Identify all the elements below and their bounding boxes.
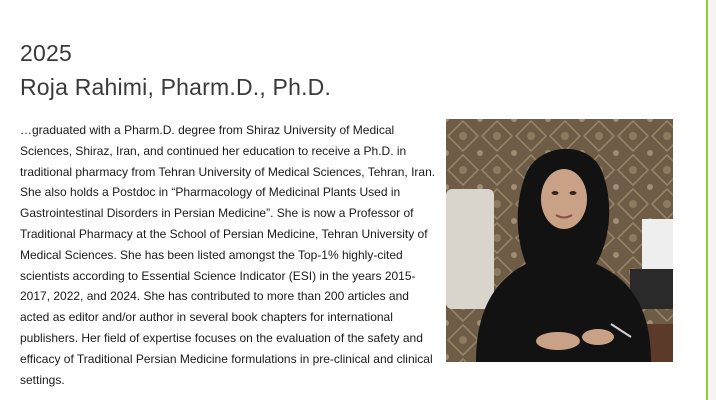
award-year: 2025 xyxy=(20,40,72,66)
page-edge xyxy=(708,0,716,400)
honoree-name: Roja Rahimi, Pharm.D., Ph.D. xyxy=(20,74,332,100)
biography-paragraph: …graduated with a Pharm.D. degree from Shiraz University of Medical Sciences, Shiraz, Iran, and continued her education to receive a Ph.D. in traditional pharmacy from Tehran University of Medical Sciences, Tehran, Iran. She also holds a Postdoc in “Pharmacology of Medicinal Plants Used in Gastrointestinal Disorders in Persian Medicine”. She is now a Professor of Traditional Pharmacy at the School of Persian Medicine, Tehran University of Medical Sciences. She has been listed amongst the Top-1% highly-cited scientists according to Essential Science Indicator (ESI) in the years 2015-2017, 2022, and 2024. She has contributed to more than 200 articles and acted as editor and/or author in several book chapters for international publishers. Her field of expertise focuses on the evaluation of the safety and efficacy of Traditional Persian Medicine formulations in pre-clinical and clinical settings. xyxy=(20,123,436,387)
portrait-photo xyxy=(446,119,673,362)
